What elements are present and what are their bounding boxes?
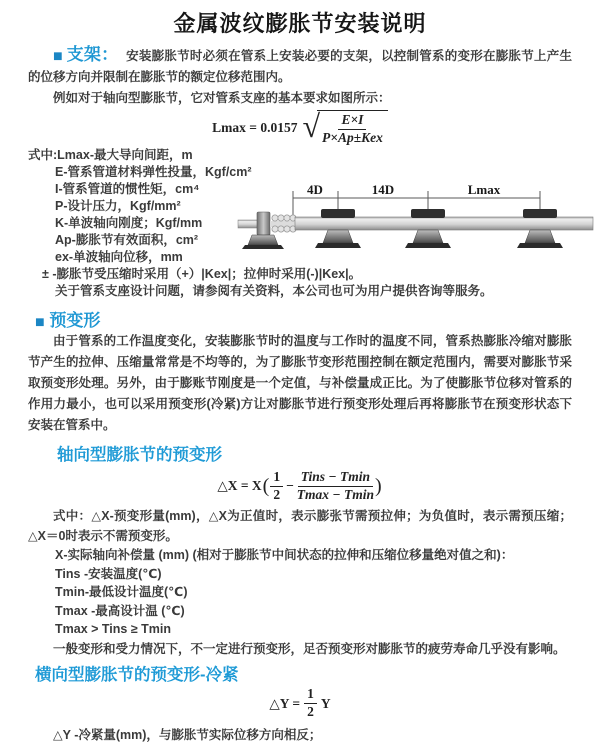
lateral-subsection-heading: 横向型膨胀节的预变形-冷紧 — [35, 665, 239, 684]
frac-num: 1 — [270, 470, 283, 487]
frac-den: Tmax − Tmin — [296, 486, 374, 502]
support-note-line: 关于管系支座设计问题，请参阅有关资料，本公司也可为用户提供咨询等服务。 — [55, 284, 493, 298]
temp-line: Tmax > Tins ≥ Tmin — [55, 622, 172, 636]
pipe — [295, 217, 593, 230]
formula-lmax-numerator: E×I — [338, 113, 366, 130]
document-page — [0, 10, 600, 746]
frac-den: 2 — [273, 486, 281, 502]
formula-dy-rhs: Y — [320, 695, 331, 711]
definitions-and-diagram — [28, 147, 572, 300]
formula-dy-fraction — [304, 687, 317, 720]
lateral-explain-line: △Y -冷紧量(mm)，与膨胀节实际位移方向相反； — [53, 727, 322, 742]
dim-label-14d: 14D — [371, 182, 395, 197]
definition-line: K-单波轴向刚度；Kgf/mm — [55, 216, 203, 230]
formula-lmax-radicand — [317, 110, 388, 146]
axial-explain-paragraph: 式中：△X-预变形量(mm)，△X为正值时，表示膨张节需预拉伸；为负值时，表示需预压缩；△X＝0时表示不需预变形。 — [28, 509, 572, 543]
axial-note-line: 一般变形和受力情况下，不一定进行预变形，足否预变形对膨胀节的疲劳寿命几乎没有影响。 — [53, 641, 566, 656]
frac-num: Tins − Tmin — [298, 470, 373, 487]
formula-dx-temp-fraction — [297, 470, 374, 503]
dim-label-lmax: Lmax — [467, 182, 501, 197]
formula-dy-lhs: △Y = — [269, 695, 301, 711]
predeform-paragraph: 由于管系的工作温度变化，安装膨胀节时的温度与工作时的温度不同，管系热膨胀冷缩对膨胀节产生的拉伸、压缩量常常是不均等的，为了膨胀节变形范围控制在额定范围内，需要对膨胀节采取预变形处理。另外，由于膨账节刚度是一个定值，与补偿量成正比。为了使膨胀节位移对管系的作用力最小，也可以采用预变形(冷紧)方让对膨胀节进行预变形处理后再将膨胀节在预变形状态下安装在管系中。 — [28, 334, 572, 432]
temp-line: Tins -安装温度(℃) — [55, 566, 162, 581]
definition-line: P-设计压力，Kgf/mm² — [55, 199, 181, 213]
minus-operator: − — [286, 478, 294, 493]
definition-line: 式中:Lmax-最大导向间距，m — [28, 148, 193, 162]
frac-num: 1 — [304, 687, 317, 704]
definition-line: I-管系管道的惯性矩，cm⁴ — [55, 182, 200, 196]
formula-lmax — [28, 108, 572, 145]
temp-line: Tmax -最高设计温 (℃) — [55, 603, 185, 618]
definition-line: E-管系管道材料弹性投量，Kgf/cm² — [55, 165, 252, 179]
temp-line: Tmin-最低设计温度(℃) — [55, 585, 188, 599]
axial-subsection-heading: 轴向型膨胀节的预变形 — [57, 446, 222, 464]
bellows-icon — [270, 215, 297, 232]
definition-line: Ap-膨胀节有效面积，cm² — [55, 233, 199, 247]
formula-dx-lhs: △X = X — [217, 478, 262, 493]
support-section-heading: 支架： — [66, 45, 119, 64]
formula-dx-half-fraction — [270, 470, 283, 503]
anchor-support — [242, 235, 284, 249]
formula-delta-x — [28, 468, 572, 504]
anchor-flange — [257, 212, 270, 235]
dim-label-4d: 4D — [307, 182, 323, 197]
formula-delta-y — [28, 686, 572, 719]
pipe-stub — [238, 220, 258, 228]
axial-variable-list — [28, 546, 572, 639]
pipe-support-diagram — [235, 181, 600, 281]
support-example-line: 例如对于轴向型膨胀节，它对管系支座的基本要求如图所示： — [53, 91, 391, 105]
formula-lmax-fraction — [322, 113, 383, 146]
formula-lmax-lhs: Lmax = 0.0157 — [212, 120, 298, 135]
left-paren: ( — [262, 475, 270, 497]
section-square-icon: ■ — [53, 48, 63, 65]
definition-line: ex-单波轴向位移，mm — [55, 250, 183, 264]
page-title: 金属波纹膨胀节安装说明 — [173, 11, 427, 36]
x-definition-line: X-实际轴向补偿量 (mm) (相对于膨胀节中间状态的拉伸和压缩位移量绝对值之和)： — [55, 548, 514, 562]
support-intro-paragraph — [28, 46, 572, 88]
sqrt-symbol: √ — [302, 108, 321, 145]
formula-lmax-denominator: P×Ap±Kex — [322, 130, 383, 145]
predeform-section-heading: 预变形 — [49, 311, 101, 330]
frac-den: 2 — [307, 704, 314, 719]
plusminus-line: ± -膨胀节受压缩时采用（+）|Kex|；拉伸时采用(-)|Kex|。 — [42, 267, 362, 281]
predeform-section-title — [35, 310, 572, 331]
support-intro-text: 安装膨胀节时必须在管系上安装必要的支架，以控制管系的变形在膨胀节上产生的位移方向并限制在膨胀节的额定位移范围内。 — [28, 49, 573, 84]
right-paren: ) — [374, 475, 382, 497]
section-square-icon: ■ — [35, 314, 45, 331]
